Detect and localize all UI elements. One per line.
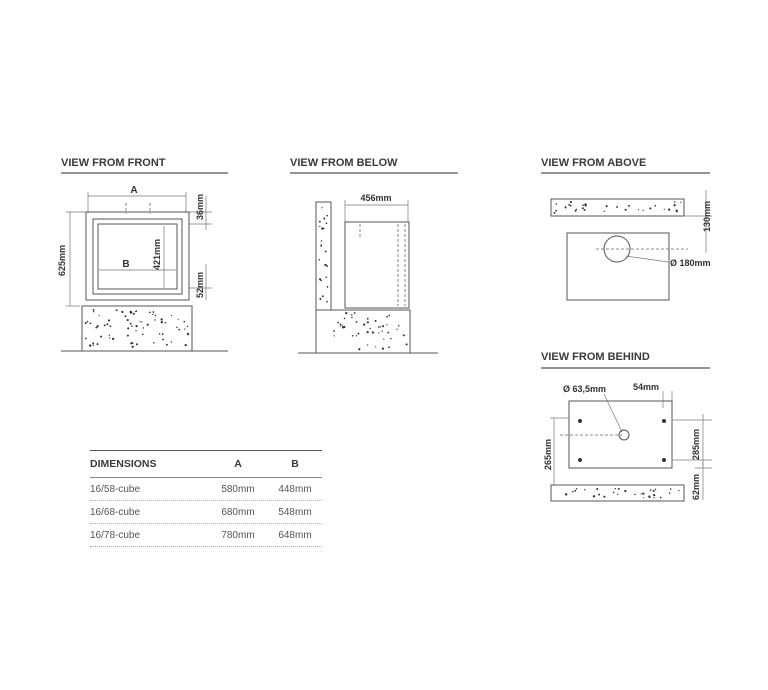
concrete-speck <box>372 331 374 333</box>
dim-62: 62mm <box>691 473 701 500</box>
concrete-speck <box>337 322 339 324</box>
concrete-speck <box>358 333 360 335</box>
concrete-speck <box>382 347 384 349</box>
concrete-speck <box>178 319 179 320</box>
concrete-speck <box>585 204 587 206</box>
view-from-below <box>290 157 458 353</box>
model-name: 16/58-cube <box>90 483 141 495</box>
concrete-speck <box>367 321 369 323</box>
concrete-speck <box>386 324 387 325</box>
concrete-speck <box>382 331 383 332</box>
concrete-speck <box>112 338 114 340</box>
concrete-speck <box>388 346 390 348</box>
concrete-speck <box>676 211 677 212</box>
concrete-speck <box>641 493 642 494</box>
concrete-speck <box>358 348 360 350</box>
concrete-speck <box>319 278 321 280</box>
concrete-speck <box>320 245 322 247</box>
concrete-speck <box>130 311 132 313</box>
concrete-speck <box>334 335 335 336</box>
concrete-speck <box>161 318 163 320</box>
view-from-above <box>541 157 712 300</box>
above-title: VIEW FROM ABOVE <box>541 157 647 169</box>
concrete-speck <box>162 339 164 341</box>
concrete-speck <box>593 495 595 497</box>
concrete-speck <box>574 490 576 492</box>
concrete-speck <box>554 212 556 214</box>
concrete-speck <box>139 321 140 322</box>
concrete-speck <box>375 320 377 322</box>
concrete-speck <box>387 332 389 334</box>
concrete-speck <box>85 338 87 340</box>
concrete-texture <box>554 201 682 214</box>
concrete-speck <box>366 331 368 333</box>
concrete-speck <box>617 494 618 495</box>
concrete-speck <box>327 286 329 288</box>
concrete-speck <box>141 321 142 322</box>
fireplace-frame <box>86 212 189 300</box>
concrete-speck <box>326 222 328 224</box>
concrete-speck <box>406 343 408 345</box>
dim-265: 265mm <box>543 438 553 470</box>
concrete-speck <box>322 295 324 297</box>
view-from-front <box>57 157 228 351</box>
concrete-speck <box>570 201 572 203</box>
dim-54: 54mm <box>633 382 660 392</box>
concrete-speck <box>354 312 356 314</box>
concrete-speck <box>109 337 110 338</box>
concrete-speck <box>319 221 321 223</box>
concrete-speck <box>121 311 123 313</box>
concrete-speck <box>93 311 94 312</box>
concrete-speck <box>351 317 353 319</box>
concrete-speck <box>90 323 92 325</box>
concrete-speck <box>130 342 132 344</box>
concrete-speck <box>143 327 144 328</box>
view-from-behind <box>541 351 712 501</box>
below-title: VIEW FROM BELOW <box>290 157 398 169</box>
concrete-speck <box>638 209 639 210</box>
header-b: B <box>291 458 299 470</box>
concrete-speck <box>187 334 188 335</box>
mount-hole <box>662 458 666 462</box>
concrete-speck <box>555 210 557 212</box>
concrete-speck <box>367 318 369 320</box>
dim-456: 456mm <box>360 193 392 203</box>
concrete-speck <box>565 493 567 495</box>
dim-dia-63-5: Ø 63,5mm <box>563 384 607 394</box>
concrete-speck <box>340 325 341 326</box>
concrete-speck <box>643 497 644 498</box>
concrete-speck <box>572 491 574 493</box>
concrete-speck <box>606 205 608 207</box>
concrete-speck <box>343 326 345 328</box>
concrete-speck <box>582 207 584 209</box>
concrete-speck <box>596 488 598 490</box>
concrete-speck <box>403 334 404 335</box>
concrete-speck <box>187 326 188 327</box>
concrete-speck <box>104 324 106 326</box>
value-b: 548mm <box>278 506 312 518</box>
concrete-speck <box>323 217 325 219</box>
concrete-speck <box>92 342 94 344</box>
concrete-speck <box>375 346 376 347</box>
concrete-speck <box>108 319 110 321</box>
concrete-speck <box>634 494 635 495</box>
concrete-speck <box>674 201 676 203</box>
concrete-speck <box>616 206 618 208</box>
concrete-speck <box>669 493 671 495</box>
concrete-speck <box>386 316 388 318</box>
concrete-speck <box>326 215 328 217</box>
concrete-speck <box>178 329 180 331</box>
dim-421: 421mm <box>152 238 162 270</box>
concrete-speck <box>653 494 655 496</box>
table-row <box>90 478 322 501</box>
concrete-speck <box>131 325 133 327</box>
concrete-speck <box>319 259 321 261</box>
concrete-speck <box>110 325 112 327</box>
concrete-speck <box>642 210 643 211</box>
table-row <box>90 524 322 547</box>
concrete-speck <box>152 314 153 315</box>
concrete-speck <box>153 311 155 313</box>
label-b: B <box>122 259 130 270</box>
concrete-speck <box>97 343 99 345</box>
dim-130: 130mm <box>702 200 712 232</box>
concrete-speck <box>570 205 572 207</box>
value-a: 680mm <box>221 506 255 518</box>
concrete-speck <box>321 207 322 208</box>
concrete-speck <box>127 319 129 321</box>
concrete-speck <box>649 207 651 209</box>
concrete-speck <box>584 209 586 211</box>
concrete-speck <box>680 202 681 203</box>
concrete-speck <box>388 315 390 317</box>
concrete-speck <box>383 339 384 340</box>
concrete-speck <box>342 324 343 325</box>
mount-hole <box>662 419 666 423</box>
concrete-speck <box>363 324 365 326</box>
concrete-speck <box>390 338 391 339</box>
concrete-speck <box>87 321 89 323</box>
dim-285: 285mm <box>691 428 701 460</box>
concrete-speck <box>582 204 584 206</box>
concrete-speck <box>109 335 110 336</box>
concrete-speck <box>184 328 185 329</box>
value-a: 780mm <box>221 529 255 541</box>
concrete-speck <box>149 312 151 314</box>
concrete-speck <box>135 311 137 313</box>
concrete-speck <box>618 488 620 490</box>
concrete-speck <box>653 490 655 492</box>
concrete-speck <box>613 492 615 494</box>
concrete-speck <box>379 326 381 328</box>
concrete-speck <box>136 325 138 327</box>
behind-title: VIEW FROM BEHIND <box>541 351 650 363</box>
concrete-speck <box>668 208 670 210</box>
concrete-speck <box>165 322 167 324</box>
concrete-speck <box>135 330 136 331</box>
concrete-speck <box>125 315 127 317</box>
concrete-speck <box>576 488 577 489</box>
concrete-speck <box>161 321 163 323</box>
dim-dia-180: Ø 180mm <box>670 258 711 268</box>
concrete-speck <box>185 344 187 346</box>
concrete-speck <box>654 205 656 207</box>
concrete-speck <box>166 344 168 346</box>
concrete-speck <box>132 346 134 348</box>
concrete-speck <box>154 319 155 320</box>
concrete-speck <box>624 490 626 492</box>
concrete-speck <box>356 335 357 336</box>
concrete-speck <box>678 490 679 491</box>
concrete-speck <box>326 301 328 303</box>
concrete-speck <box>99 315 100 316</box>
concrete-speck <box>320 244 321 245</box>
concrete-speck <box>155 315 156 316</box>
concrete-speck <box>171 315 172 316</box>
model-name: 16/68-cube <box>90 506 141 518</box>
fireplace-back <box>569 401 672 468</box>
concrete-speck <box>565 207 566 208</box>
front-title: VIEW FROM FRONT <box>61 157 166 169</box>
fireplace-inner-frame <box>93 219 182 294</box>
concrete-speck <box>116 309 118 311</box>
concrete-speck <box>356 321 358 323</box>
concrete-speck <box>584 489 585 490</box>
concrete-speck <box>93 344 94 345</box>
concrete-speck <box>345 312 347 314</box>
concrete-speck <box>325 276 327 278</box>
concrete-speck <box>369 328 370 329</box>
concrete-speck <box>159 333 161 335</box>
fireplace-unit-side <box>345 222 409 308</box>
concrete-speck <box>650 489 652 491</box>
concrete-speck <box>325 251 327 253</box>
concrete-speck <box>598 494 600 496</box>
fireplace-top <box>567 233 669 300</box>
fireplace-glass <box>98 224 177 289</box>
table-header <box>90 450 322 478</box>
concrete-speck <box>176 327 177 328</box>
concrete-speck <box>673 204 675 206</box>
value-a: 580mm <box>221 483 255 495</box>
concrete-speck <box>171 341 172 342</box>
concrete-speck <box>615 488 616 489</box>
mount-hole <box>578 458 582 462</box>
concrete-speck <box>664 209 665 210</box>
label-a: A <box>130 185 138 196</box>
table-row <box>90 501 322 524</box>
concrete-speck <box>603 496 605 498</box>
concrete-speck <box>625 209 627 211</box>
concrete-texture <box>85 309 189 348</box>
concrete-speck <box>378 332 379 333</box>
concrete-speck <box>655 489 656 490</box>
header-dimensions: DIMENSIONS <box>90 458 157 470</box>
concrete-speck <box>321 240 323 242</box>
dim-36: 36mm <box>195 193 205 220</box>
concrete-speck <box>183 321 185 323</box>
value-b: 648mm <box>278 529 312 541</box>
concrete-speck <box>340 323 342 325</box>
concrete-speck <box>93 309 95 311</box>
concrete-speck <box>670 488 671 489</box>
concrete-speck <box>147 324 149 326</box>
model-name: 16/78-cube <box>90 529 141 541</box>
concrete-speck <box>576 209 578 211</box>
concrete-base <box>316 310 410 353</box>
dim-625: 625mm <box>57 244 67 276</box>
concrete-speck <box>378 327 379 328</box>
concrete-speck <box>333 330 335 332</box>
concrete-speck <box>142 334 144 336</box>
concrete-speck <box>136 343 138 345</box>
concrete-texture <box>565 488 680 499</box>
dimensions-table <box>90 450 322 547</box>
concrete-speck <box>127 327 129 329</box>
concrete-speck <box>127 335 129 337</box>
concrete-speck <box>344 318 346 320</box>
concrete-speck <box>351 314 353 316</box>
concrete-speck <box>382 325 384 327</box>
header-a: A <box>234 458 242 470</box>
concrete-speck <box>628 205 630 207</box>
concrete-speck <box>153 342 154 343</box>
concrete-speck <box>322 228 324 230</box>
concrete-speck <box>642 493 644 495</box>
concrete-speck <box>604 211 605 212</box>
concrete-speck <box>95 327 97 329</box>
concrete-speck <box>556 203 558 205</box>
concrete-speck <box>653 497 654 498</box>
concrete-speck <box>89 344 91 346</box>
concrete-speck <box>319 298 321 300</box>
concrete-speck <box>100 336 102 338</box>
concrete-speck <box>85 322 87 324</box>
concrete-texture <box>319 207 408 350</box>
dim-52: 52mm <box>195 271 205 298</box>
concrete-speck <box>648 496 650 498</box>
concrete-speck <box>326 265 328 267</box>
concrete-speck <box>324 264 326 266</box>
concrete-speck <box>660 497 662 499</box>
mount-hole <box>578 419 582 423</box>
concrete-speck <box>162 333 164 335</box>
concrete-speck <box>367 344 368 345</box>
concrete-speck <box>133 313 135 315</box>
concrete-speck <box>106 323 108 325</box>
value-b: 448mm <box>278 483 312 495</box>
concrete-speck <box>398 325 400 327</box>
concrete-speck <box>352 335 354 337</box>
concrete-speck <box>319 226 320 227</box>
concrete-speck <box>396 329 397 330</box>
floor-band <box>551 485 684 501</box>
concrete-speck <box>130 323 132 325</box>
